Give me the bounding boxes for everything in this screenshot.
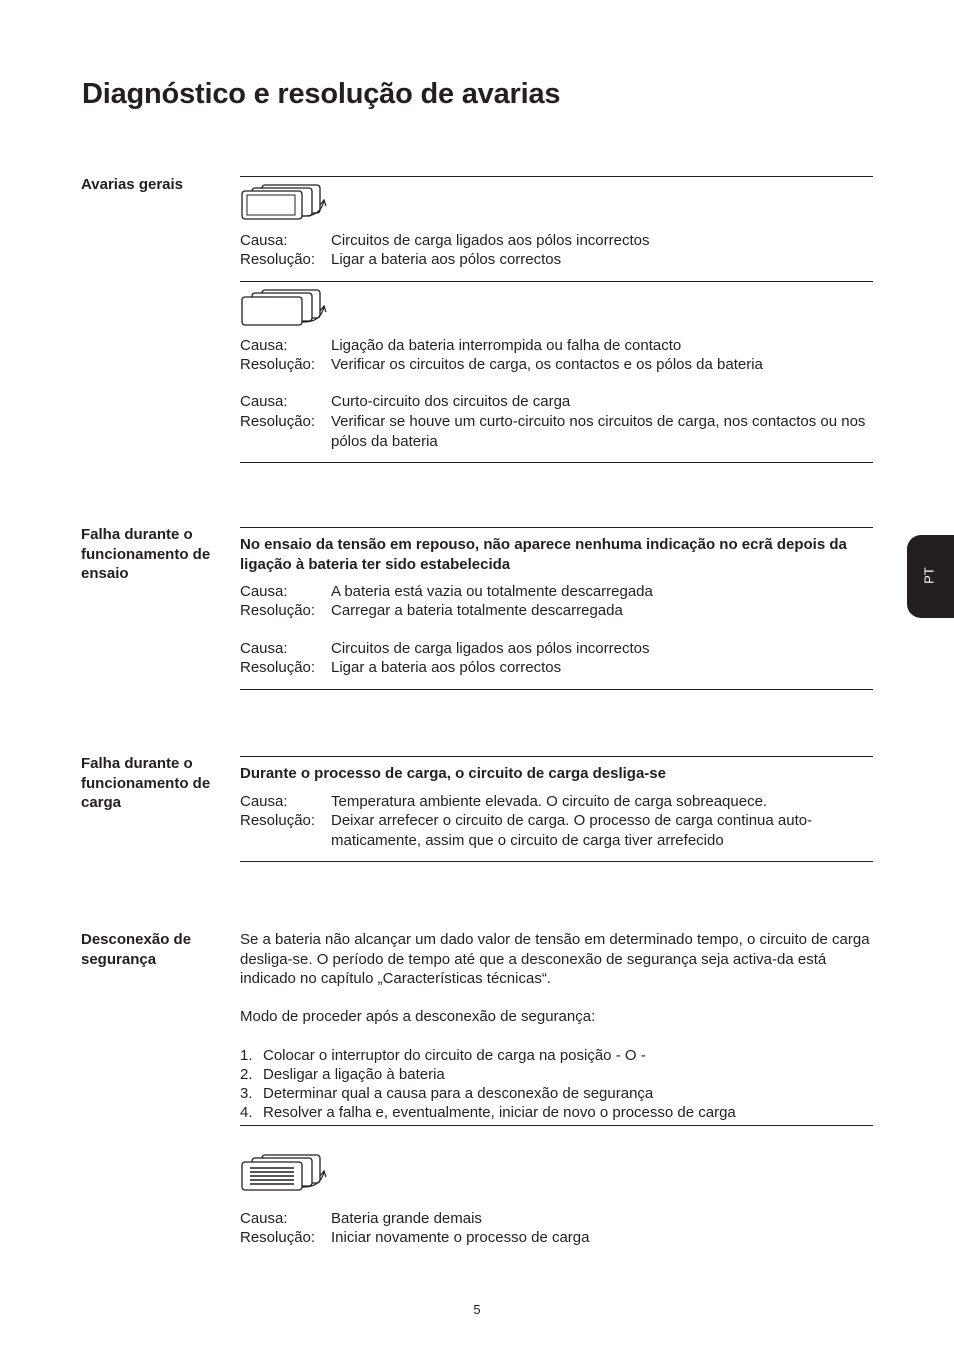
cause-label: Causa: xyxy=(240,1210,288,1227)
step-number: 2. xyxy=(240,1066,253,1083)
display-full-icon xyxy=(240,1153,330,1193)
divider xyxy=(240,689,873,690)
cause-text: A bateria está vazia ou totalmente descarregada xyxy=(331,583,653,600)
cause-label: Causa: xyxy=(240,640,288,657)
resolution-text: Ligar a bateria aos pólos correctos xyxy=(331,659,562,676)
cause-text: Ligação da bateria interrompida ou falha de contacto xyxy=(331,337,682,354)
resolution-text: Iniciar novamente o processo de carga xyxy=(331,1229,590,1246)
step-text: Resolver a falha e, eventualmente, iniciar de novo o processo de carga xyxy=(263,1104,736,1121)
resolution-text: Deixar arrefecer o circuito de carga. O processo de carga continua auto-maticamente, assim que o circuito de carga tiver arrefecido xyxy=(331,812,813,849)
resolution-text: Verificar os circuitos de carga, os contactos e os pólos da bateria xyxy=(331,356,763,373)
cause-text: Bateria grande demais xyxy=(331,1210,482,1227)
section-heading-charge-mode: Falha durante o funcionamento de carga xyxy=(81,755,211,811)
cause-label: Causa: xyxy=(240,337,288,354)
step-number: 3. xyxy=(240,1085,253,1102)
resolution-text: Carregar a bateria totalmente descarregada xyxy=(331,602,623,619)
step-text: Colocar o interruptor do circuito de carga na posição - O - xyxy=(263,1047,646,1064)
step-text: Determinar qual a causa para a desconexão de segurança xyxy=(263,1085,654,1102)
cause-label: Causa: xyxy=(240,232,288,249)
step-number: 4. xyxy=(240,1104,253,1121)
resolution-label: Resolução: xyxy=(240,659,316,676)
resolution-label: Resolução: xyxy=(240,602,316,619)
fault-heading: No ensaio da tensão em repouso, não aparece nenhuma indicação no ecrã depois da ligação à bateria ter sido estabelecida xyxy=(240,536,847,573)
cause-text: Curto-circuito dos circuitos de carga xyxy=(331,393,571,410)
resolution-label: Resolução: xyxy=(240,413,316,430)
section-heading-test-mode: Falha durante o funcionamento de ensaio xyxy=(81,526,211,582)
divider xyxy=(240,527,873,528)
cause-text: Temperatura ambiente elevada. O circuito de carga sobreaquece. xyxy=(331,793,768,810)
divider xyxy=(240,176,873,177)
resolution-text: Ligar a bateria aos pólos correctos xyxy=(331,251,562,268)
fault-heading: Durante o processo de carga, o circuito de carga desliga-se xyxy=(240,765,666,782)
cause-text: Circuitos de carga ligados aos pólos incorrectos xyxy=(331,640,650,657)
procedure-label: Modo de proceder após a desconexão de segurança: xyxy=(240,1008,596,1025)
cause-label: Causa: xyxy=(240,393,288,410)
divider xyxy=(240,861,873,862)
divider xyxy=(240,756,873,757)
safety-intro: Se a bateria não alcançar um dado valor de tensão em determinado tempo, o circuito de carga desliga-se. O período de tempo até que a desconexão de segurança seja activa-da está indicado no capítulo „Características técnicas“. xyxy=(240,931,870,987)
step-number: 1. xyxy=(240,1047,253,1064)
cause-text: Circuitos de carga ligados aos pólos incorrectos xyxy=(331,232,650,249)
cause-label: Causa: xyxy=(240,793,288,810)
page-number: 5 xyxy=(473,1302,481,1317)
divider xyxy=(240,1125,873,1126)
cause-label: Causa: xyxy=(240,583,288,600)
step-text: Desligar a ligação à bateria xyxy=(263,1066,445,1083)
divider xyxy=(240,281,873,282)
resolution-label: Resolução: xyxy=(240,812,316,829)
divider xyxy=(240,462,873,463)
display-blank-icon xyxy=(240,288,330,328)
resolution-label: Resolução: xyxy=(240,1229,316,1246)
language-tab-label: PT xyxy=(921,567,937,584)
resolution-label: Resolução: xyxy=(240,251,316,268)
resolution-label: Resolução: xyxy=(240,356,316,373)
section-heading-general: Avarias gerais xyxy=(81,176,184,193)
resolution-text: Verificar se houve um curto-circuito nos circuitos de carga, nos contactos ou nos pólos da bateria xyxy=(331,413,866,450)
display-error-icon xyxy=(240,183,330,221)
page-title: Diagnóstico e resolução de avarias xyxy=(82,78,561,110)
language-tab xyxy=(907,535,954,618)
section-heading-safety: Desconexão de segurança xyxy=(81,931,192,968)
